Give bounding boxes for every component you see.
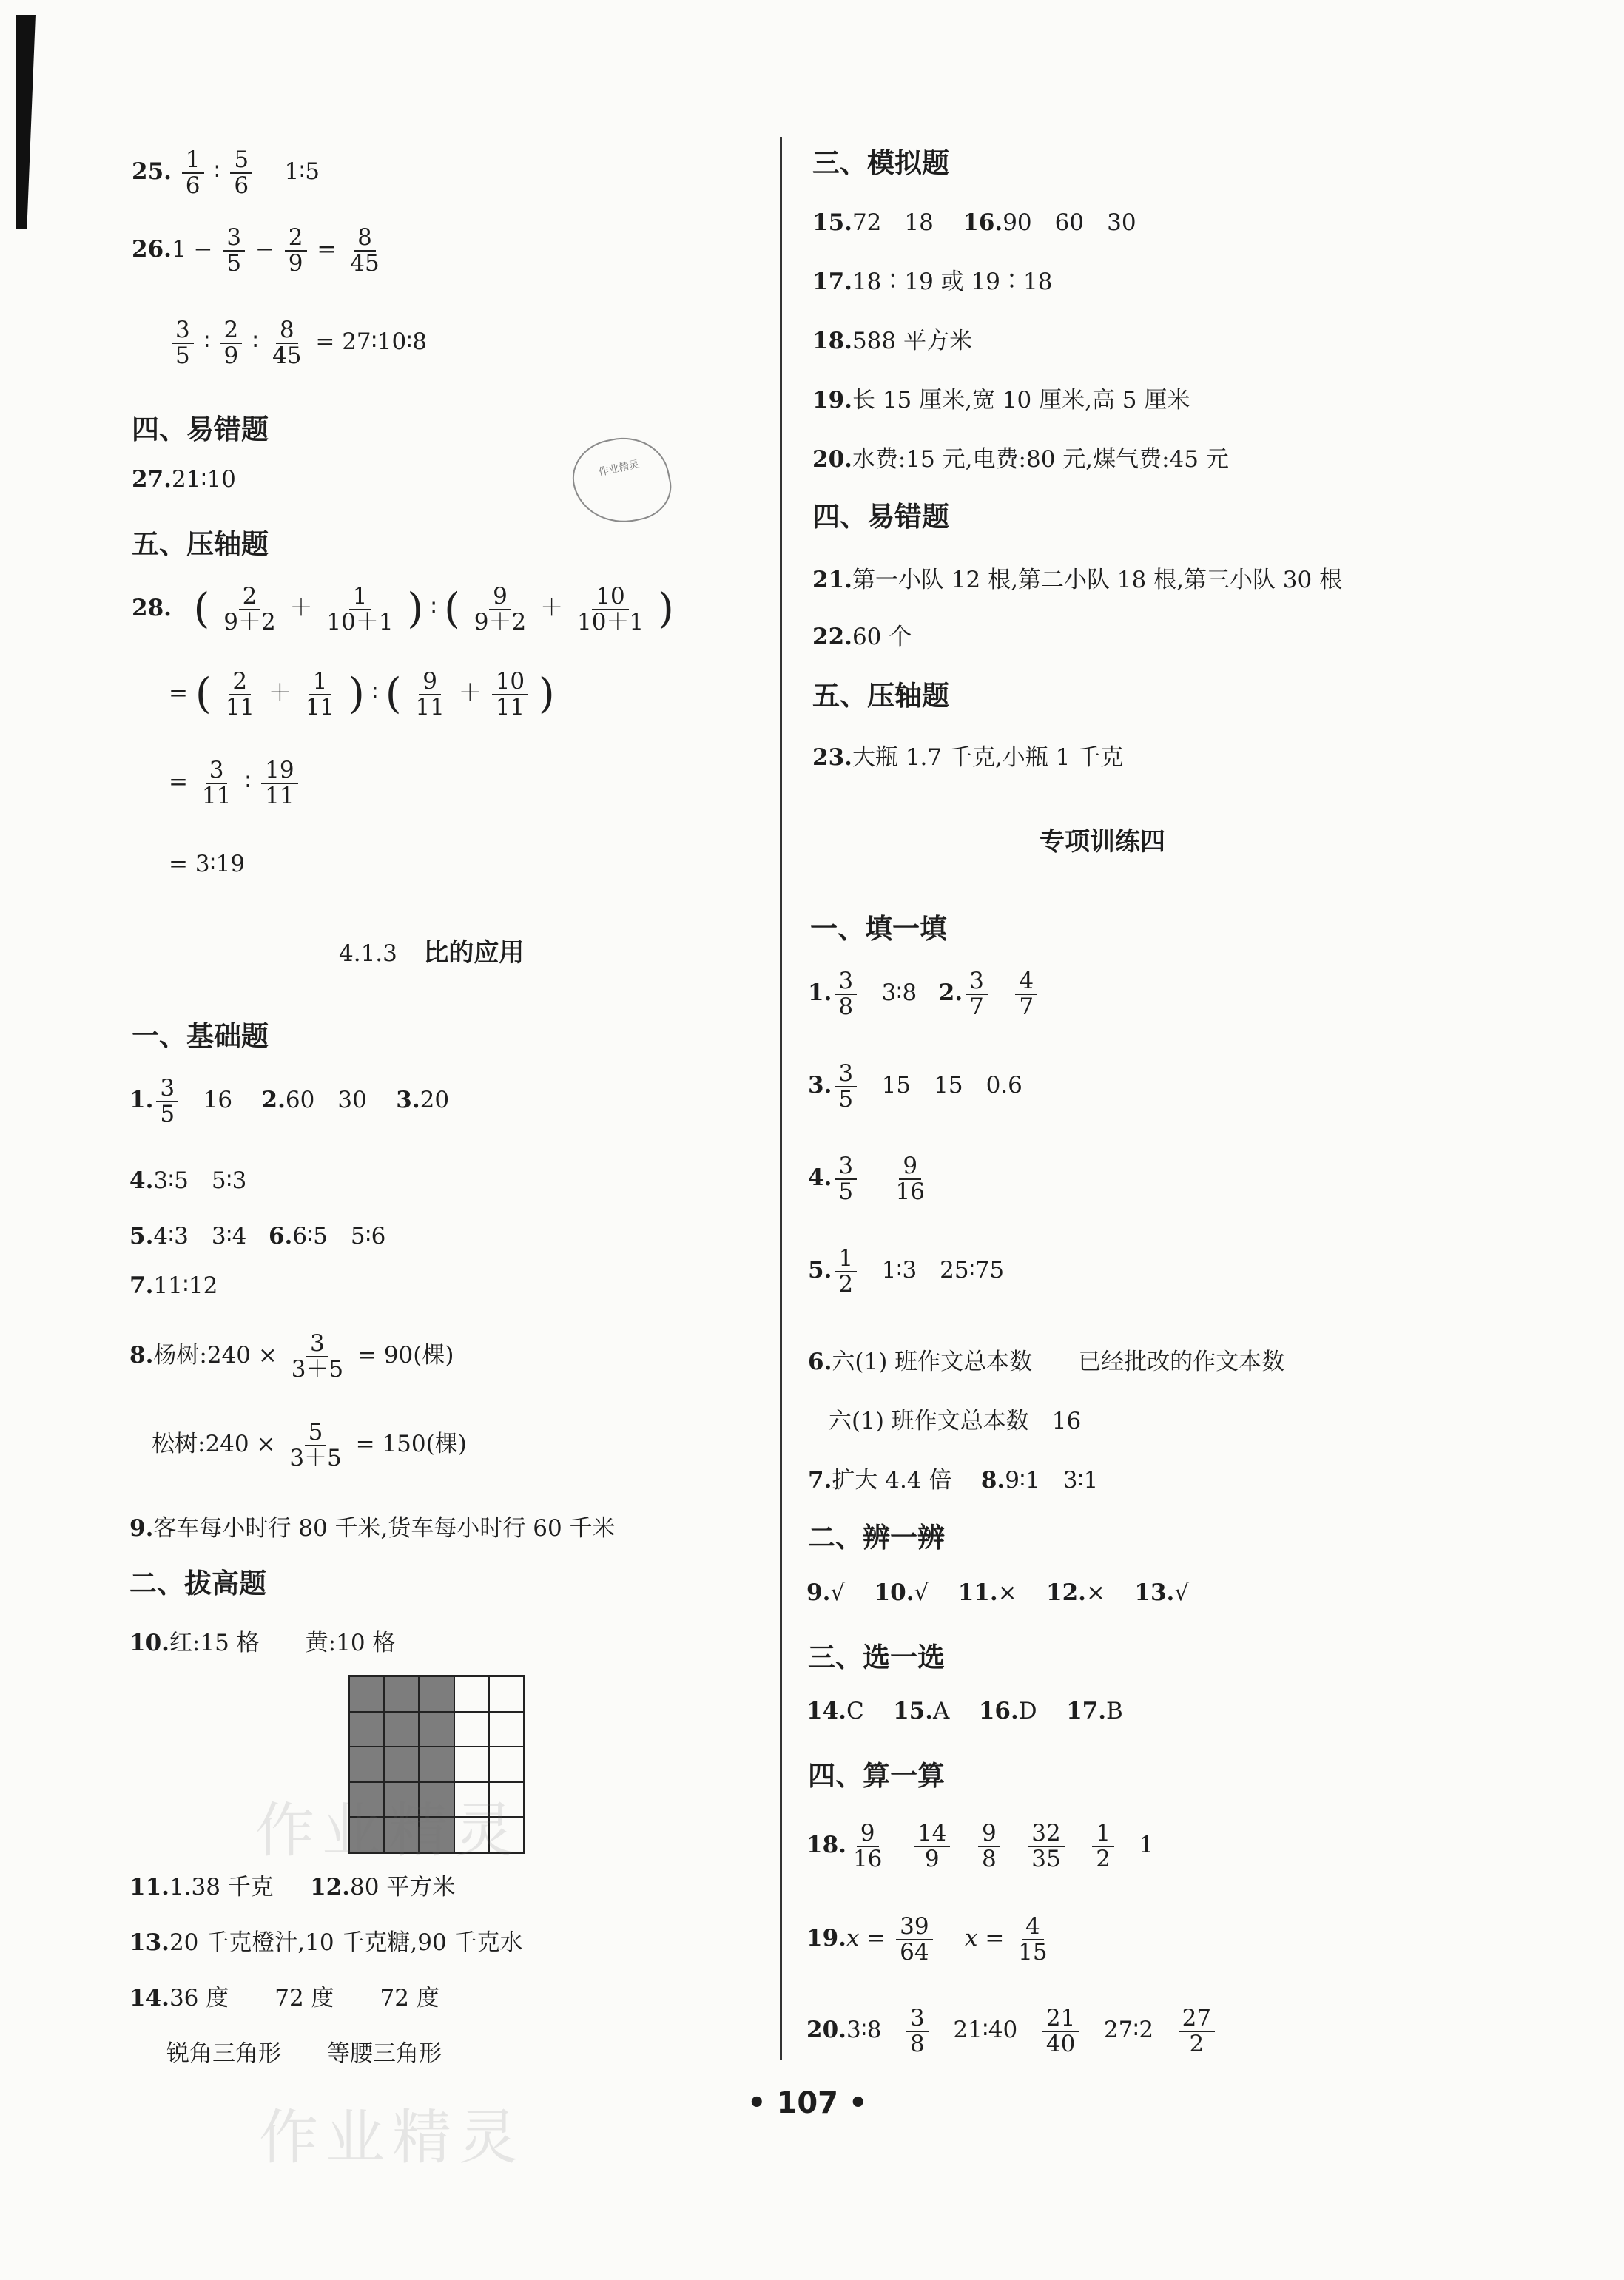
- answer-26-ratio: $\frac{3}{5}$ ∶ $\frac{2}{9}$ ∶ $\frac{8}{45}$ = 27∶10∶8: [169, 318, 427, 368]
- answer-28-line2: = ( $\frac{2}{11}$ ＋ $\frac{1}{11}$ ) ∶ ( $\frac{9}{11}$ ＋ $\frac{10}{11}$ ): [169, 668, 555, 721]
- section-title-4-1-3: 4.1.3 比的应用: [339, 938, 525, 968]
- fraction: $\frac{39}{64}$: [896, 1915, 932, 1964]
- fraction: $\frac{19}{11}$: [261, 758, 297, 808]
- fraction: $\frac{5}{6}$: [230, 148, 252, 198]
- question-number: 26.: [132, 236, 172, 263]
- answer-s6-line2: 六(1) 班作文总本数 16: [829, 1408, 1082, 1434]
- heading-yicuo: 四、易错题: [132, 414, 269, 445]
- answer-13: 13.20 千克橙汁,10 千克糖,90 千克水: [129, 1929, 523, 1956]
- heading-moni: 三、模拟题: [812, 147, 949, 179]
- fraction: $\frac{9}{11}$: [415, 668, 445, 721]
- heading-jichu: 一、基础题: [132, 1020, 269, 1052]
- answer-14: 14.36 度 72 度 72 度: [129, 1985, 439, 2011]
- heading-yazhou: 五、压轴题: [132, 528, 269, 560]
- fraction: $\frac{14}{9}$: [914, 1821, 950, 1871]
- answer-1-3: 1. $\frac{3}{5}$ 16 2.60 30 3.20: [129, 1075, 450, 1127]
- fraction: $\frac{3}{3+5}$: [291, 1330, 344, 1383]
- answer-19: 19.长 15 厘米,宽 10 厘米,高 5 厘米: [812, 387, 1190, 414]
- fraction: $\frac{9}{16}$: [852, 1820, 883, 1872]
- scan-edge-shadow: [16, 15, 36, 229]
- answer-s6: 6.六(1) 班作文总本数 已经批改的作文本数: [808, 1349, 1285, 1375]
- column-divider: [780, 137, 782, 2060]
- heading-yicuo-right: 四、易错题: [812, 501, 949, 533]
- answer-s19: 19.x = $\frac{39}{64}$ x = $\frac{4}{15}$: [806, 1915, 1054, 1964]
- page-number: • 107 •: [747, 2086, 868, 2120]
- heading-bian: 二、辨一辨: [808, 1522, 945, 1554]
- answer-10: 10.红:15 格 黄:10 格: [129, 1630, 396, 1656]
- fraction: $\frac{1}{10+1}$: [326, 583, 394, 635]
- fraction: $\frac{9}{9+2}$: [474, 583, 527, 635]
- answer-11-12: 11.1.38 千克 12.80 平方米: [129, 1874, 456, 1900]
- section-title-zhuanxiang: 专项训练四: [1040, 827, 1165, 857]
- answer-9: 9.客车每小时行 80 千米,货车每小时行 60 千米: [129, 1515, 616, 1542]
- answer-s20: 20.3∶8 $\frac{3}{8}$ 21∶40 $\frac{21}{40}$ 27∶2 $\frac{27}{2}$: [806, 2006, 1218, 2056]
- answer-s3: 3. $\frac{3}{5}$ 15 15 0.6: [808, 1060, 1022, 1113]
- fraction: $\frac{1}{2}$: [1092, 1821, 1114, 1871]
- answer-judgments: 9.√ 10.√ 11.× 12.× 13.√: [806, 1579, 1190, 1606]
- heading-tian: 一、填一填: [810, 913, 947, 945]
- answer-choices: 14.C 15.A 16.D 17.B: [806, 1698, 1123, 1724]
- answer-21: 21.第一小队 12 根,第二小队 18 根,第三小队 30 根: [812, 567, 1343, 593]
- fraction: $\frac{8}{45}$: [272, 317, 302, 369]
- answer-s5: 5. $\frac{1}{2}$ 1∶3 25∶75: [808, 1245, 1005, 1298]
- answer-5-6: 5.4∶3 3∶4 6.6∶5 5∶6: [129, 1223, 386, 1249]
- fraction: $\frac{32}{35}$: [1028, 1821, 1064, 1871]
- fraction: $\frac{1}{2}$: [835, 1247, 857, 1296]
- answer-s4: 4. $\frac{3}{5}$ $\frac{9}{16}$: [808, 1154, 931, 1204]
- answer-8-yang: 8.杨树:240 × $\frac{3}{3+5}$ = 90(棵): [129, 1330, 454, 1383]
- fraction: $\frac{3}{8}$: [835, 969, 857, 1019]
- fraction: $\frac{3}{8}$: [906, 2006, 929, 2056]
- question-number: 25.: [132, 158, 172, 186]
- fraction: $\frac{27}{2}$: [1179, 2006, 1215, 2056]
- fraction: $\frac{10}{11}$: [492, 670, 528, 719]
- heading-suan: 四、算一算: [808, 1760, 945, 1792]
- answer-17: 17.18∶19 或 19∶18: [812, 269, 1053, 295]
- fraction: $\frac{2}{11}$: [225, 668, 255, 721]
- answer-28-line1: 28. ( $\frac{2}{9+2}$ ＋ $\frac{1}{10+1}$ ) ∶ ( $\frac{9}{9+2}$ ＋ $\frac{10}{10+1}$ ): [132, 583, 674, 635]
- fraction: $\frac{3}{5}$: [172, 318, 194, 368]
- fraction: $\frac{9}{16}$: [895, 1153, 925, 1205]
- answer-s18: 18. $\frac{9}{16}$ $\frac{14}{9}$ $\frac{9}{8}$ $\frac{32}{35}$ $\frac{1}{2}$ 1: [806, 1820, 1154, 1872]
- fraction: $\frac{10}{10+1}$: [576, 583, 644, 635]
- fraction: $\frac{3}{5}$: [835, 1062, 857, 1111]
- watermark: 作业精灵: [255, 1796, 522, 1865]
- answer-22: 22.60 个: [812, 624, 912, 650]
- heading-xuan: 三、选一选: [808, 1642, 945, 1673]
- fraction: $\frac{3}{5}$: [223, 226, 245, 275]
- heading-yazhou-right: 五、压轴题: [812, 680, 949, 712]
- watermark: 作业精灵: [259, 2103, 525, 2172]
- answer-15-16: 15.72 18 16.90 60 30: [812, 209, 1136, 236]
- fraction: $\frac{2}{9+2}$: [223, 583, 276, 635]
- answer-20: 20.水费:15 元,电费:80 元,煤气费:45 元: [812, 446, 1229, 473]
- fraction: $\frac{4}{7}$: [1015, 969, 1037, 1019]
- fraction: $\frac{1}{6}$: [182, 148, 204, 198]
- answer-28-line4: = 3∶19: [169, 851, 246, 877]
- fraction: $\frac{3}{11}$: [201, 757, 232, 809]
- fraction: $\frac{2}{9}$: [285, 226, 307, 275]
- fraction: $\frac{3}{5}$: [156, 1076, 178, 1126]
- fraction: $\frac{3}{7}$: [966, 969, 988, 1019]
- fraction: $\frac{8}{45}$: [350, 224, 380, 277]
- heading-bagao: 二、拔高题: [129, 1568, 266, 1599]
- answer-26: 26.1 − $\frac{3}{5}$ − $\frac{2}{9}$ = $\frac{8}{45}$: [132, 226, 386, 275]
- fraction: $\frac{4}{15}$: [1018, 1913, 1048, 1966]
- answer-8-song: 松树:240 × $\frac{5}{3+5}$ = 150(棵): [152, 1419, 467, 1471]
- answer-25: 25. $\frac{1}{6}$ ∶ $\frac{5}{6}$ 1∶5: [132, 146, 320, 199]
- answer-s7-8: 7.扩大 4.4 倍 8.9∶1 3∶1: [808, 1467, 1099, 1494]
- answer-28-line3: = $\frac{3}{11}$ ∶ $\frac{19}{11}$: [169, 758, 301, 808]
- answer-18: 18.588 平方米: [812, 328, 972, 354]
- fraction: $\frac{3}{5}$: [835, 1154, 857, 1204]
- answer-4: 4.3∶5 5∶3: [129, 1167, 247, 1194]
- answer-27: 27.21∶10: [132, 466, 236, 493]
- fraction: $\frac{2}{9}$: [220, 318, 243, 368]
- fraction: $\frac{1}{11}$: [305, 668, 335, 721]
- answer-7: 7.11∶12: [129, 1272, 218, 1299]
- answer-23: 23.大瓶 1.7 千克,小瓶 1 千克: [812, 744, 1124, 771]
- fraction: $\frac{9}{8}$: [978, 1821, 1000, 1871]
- fraction: $\frac{5}{3+5}$: [289, 1419, 342, 1471]
- fraction: $\frac{21}{40}$: [1042, 2006, 1079, 2056]
- answer-s1-2: 1. $\frac{3}{8}$ 3∶8 2. $\frac{3}{7}$ $\frac{4}{7}$: [808, 969, 1040, 1019]
- stamp-seal: 作业精灵: [565, 429, 677, 533]
- answer-14-triangles: 锐角三角形 等腰三角形: [166, 2040, 442, 2067]
